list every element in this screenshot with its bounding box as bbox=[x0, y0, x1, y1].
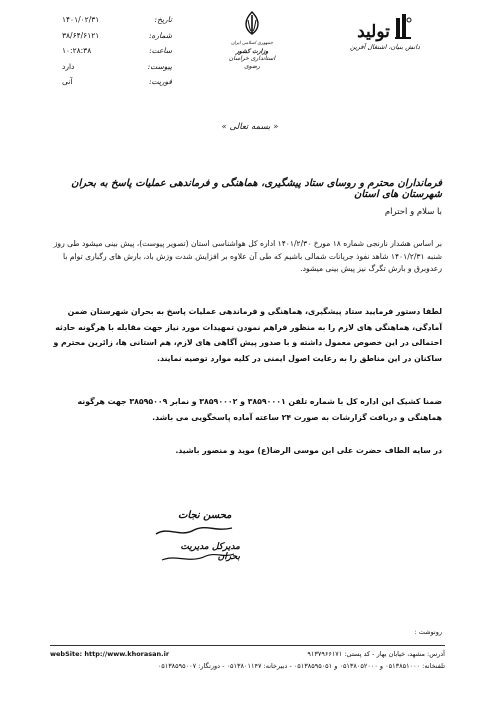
emblem-icon bbox=[239, 10, 265, 36]
meta-row-number bbox=[62, 28, 172, 44]
iran-emblem bbox=[228, 10, 276, 70]
body-paragraph: بر اساس هشدار نارنجی شماره ۱۸ مورخ ۱۴۰۱/۲/۳۰ اداره کل هواشناسی استان (تصویر پیوست)، پیش بینی میشود طی روز شنبه ۱۴۰۱/۲/۳۱ شاهد نفوذ جریانات شمالی باشیم که طی آن علاوه بر افزایش شدت وزش باد، بارش های رگباری توام با رعدوبرق و بارش تگرگ نیز پیش بینی میشود. bbox=[53, 239, 442, 273]
meta-label: تاریخ: bbox=[154, 15, 172, 24]
meta-label: فوریت: bbox=[148, 77, 172, 86]
meta-value: ۳۸/۶۴/۶۱۲۱ bbox=[62, 30, 100, 40]
factory-icon bbox=[393, 12, 413, 42]
letter-addressee: فرمانداران محترم و روسای ستاد پیشگیری، هماهنگی و فرماندهی عملیات پاسخ به بحران شهرستان های استان bbox=[71, 178, 442, 200]
bismillah: « بسمه تعالی » bbox=[221, 122, 279, 132]
production-logo bbox=[326, 12, 444, 51]
brand-word: تولید bbox=[357, 22, 390, 42]
closing-line: در سایه الطاف حضرت علی ابن موسی الرضا(ع) موید و منصور باشید. bbox=[175, 446, 442, 455]
letter-footer bbox=[50, 645, 445, 672]
signature-block bbox=[150, 498, 240, 572]
meta-row-attachment bbox=[62, 59, 172, 75]
meta-value: آنی bbox=[62, 77, 73, 86]
footer-address: آدرس: مشهد، خیابان بهار - کد پستی: ۹۱۳۷۹۶۶۱۷۱ bbox=[307, 650, 445, 658]
meta-label: پیوست: bbox=[147, 61, 172, 71]
meta-row-time bbox=[62, 43, 172, 59]
body-paragraph: لطفا دستور فرمایید ستاد پیشگیری، هماهنگی و فرماندهی عملیات پاسخ به بحران شهرستان ضمن آمادگی، هماهنگی های لازم را به منظور فراهم نمودن تمهیدات مورد نیاز جهت مقابله با هرگونه حادثه احتمالی در این خصوص معمول داشته و با صدور پیش آگاهی های لازم، هم استانی ها، زائرین محترم و ساکنان در این مناطق را به رعایت اصول ایمنی در کلیه موارد توصیه نمایند. bbox=[53, 307, 442, 363]
letter-meta bbox=[62, 12, 172, 90]
meta-value: ۱۰:۲۸:۳۸ bbox=[62, 46, 92, 55]
cc-label: رونوشت : bbox=[414, 628, 442, 636]
meta-row-date bbox=[62, 12, 172, 28]
meta-row-priority bbox=[62, 74, 172, 90]
emblem-line2: وزارت کشور bbox=[235, 47, 269, 55]
brand-tagline: دانش بنیان، اشتغال آفرین bbox=[350, 43, 420, 51]
footer-phones: تلفنخانه: ۰۵۱۳۸۵۱۰۰۰ و ۰۵۱۳۸۰۵۲۰۰۰ و ۰۵۱۳۸۵۹۵۰۵۱ - دبیرخانه: ۰۵۱۳۸۰۱۱۴۷ - دورنگار: ۰۵۱۳۸۵۹۵۰۰۷ bbox=[157, 662, 445, 670]
meta-label: ساعت: bbox=[149, 46, 172, 55]
footer-divider bbox=[50, 645, 445, 646]
footer-website: webSite: http://www.khorasan.ir bbox=[50, 650, 170, 658]
emblem-line3: استانداری خراسان رضوی bbox=[228, 55, 276, 70]
signatory-name: محسن نجات bbox=[178, 510, 232, 521]
meta-label: شماره: bbox=[149, 30, 172, 40]
emblem-line1: جمهوری اسلامی ایران bbox=[231, 41, 273, 46]
meta-value: دارد bbox=[62, 61, 75, 71]
salutation: با سلام و احترام bbox=[384, 207, 442, 217]
body-paragraph: ضمنا کشیک این اداره کل با شماره تلفن ۳۸۵۹۰۰۰۱ و ۳۸۵۹۰۰۰۲ و نمابر ۳۸۵۹۵۰۰۹ جهت هرگونه هماهنگی و دریافت گزارشات به صورت ۲۴ ساعته آماده پاسخگویی می باشد. bbox=[77, 397, 442, 422]
signatory-title: مدیرکل مدیریت بحران bbox=[180, 542, 240, 562]
meta-value: ۱۴۰۱/۰۲/۳۱ bbox=[62, 15, 100, 24]
